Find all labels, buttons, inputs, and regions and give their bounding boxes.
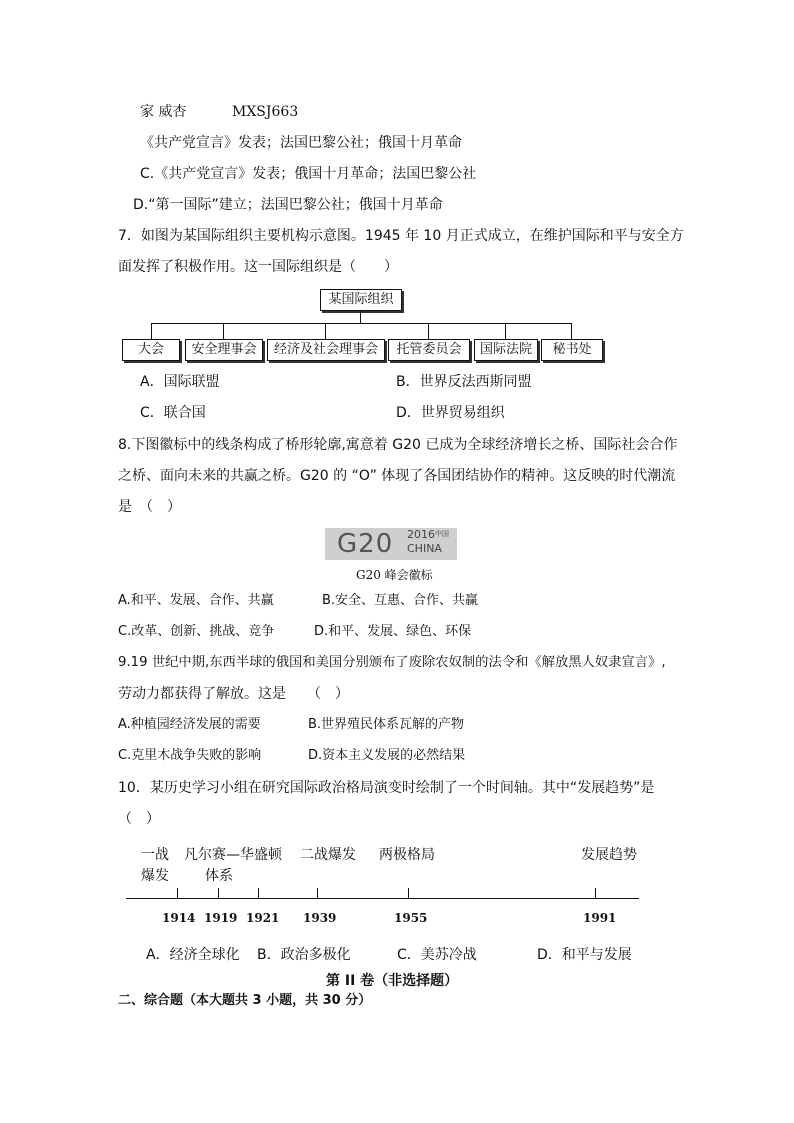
org-drop-line (223, 323, 224, 339)
q7-option-a: A．国际联盟 (140, 374, 220, 390)
timeline-label-top: 发展趋势 (581, 847, 637, 863)
q9-option-a: A.种植园经济发展的需要 (118, 717, 261, 732)
org-drop-line (151, 323, 152, 339)
g20-logo-year-suffix: 中国 (435, 530, 449, 538)
timeline-tick (258, 888, 259, 898)
org-child-box: 经济及社会理事会 (267, 339, 385, 361)
timeline-label-bottom: 爆发 (141, 868, 169, 884)
timeline-label-top: 凡尔赛—华盛顿 (184, 847, 282, 863)
org-child-box: 国际法院 (474, 339, 538, 361)
q10-option-b: B．政治多极化 (257, 947, 351, 963)
g20-logo-caption: G20 峰会徽标 (356, 568, 433, 582)
org-drop-line (325, 323, 326, 339)
q10-stem-line1: 10．某历史学习小组在研究国际政治格局演变时绘制了一个时间轴。其中“发展趋势”是 (118, 780, 655, 796)
timeline-tick (408, 888, 409, 898)
org-drop-line (571, 323, 572, 339)
g20-logo-year: 2016 (407, 528, 435, 541)
g20-logo (325, 528, 457, 560)
timeline-tick (218, 888, 219, 898)
section-title: 第 II 卷（非选择题） (326, 973, 459, 989)
q8-option-a: A.和平、发展、合作、共赢 (118, 593, 274, 608)
g20-logo-mark: G20 (337, 529, 394, 559)
timeline-year: 1955 (394, 911, 428, 925)
timeline-year: 1921 (246, 911, 280, 925)
q8-option-c: C.改革、创新、挑战、竞争 (118, 624, 275, 639)
q6-option-c: C.《共产党宣言》发表；俄国十月革命；法国巴黎公社 (140, 166, 477, 182)
q8-stem-line1: 8.下图徽标中的线条构成了桥形轮廓,寓意着 G20 已成为全球经济增长之桥、国际社会合作 (118, 437, 678, 453)
org-drop-line (505, 323, 506, 339)
timeline-label-top: 一战 (141, 847, 169, 863)
timeline-label-bottom: 体系 (205, 868, 233, 884)
timeline-tick (177, 888, 178, 898)
org-child-box: 秘书处 (541, 339, 603, 361)
org-drop-line (428, 323, 429, 339)
timeline-year: 1991 (583, 911, 617, 925)
q6-option-a: 《共产党宣言》发表；法国巴黎公社；俄国十月革命 (140, 135, 462, 151)
timeline-tick (595, 888, 596, 898)
q9-option-c: C.克里木战争失败的影响 (118, 748, 262, 763)
q8-stem-line3: 是 （ ） (118, 499, 181, 515)
q9-option-b: B.世界殖民体系瓦解的产物 (308, 717, 465, 732)
q6-option-d: D.“第一国际”建立；法国巴黎公社；俄国十月革命 (133, 197, 443, 213)
timeline-year: 1919 (204, 911, 238, 925)
q10-stem-line2: （ ） (118, 811, 160, 827)
q8-stem-line2: 之桥、面向未来的共赢之桥。G20 的 “O” 体现了各国团结协作的精神。这反映的时代潮流 (118, 468, 676, 484)
org-root-box: 某国际组织 (320, 289, 402, 311)
g20-logo-country: CHINA (407, 542, 442, 555)
q9-stem-line2: 劳动力都获得了解放。这是 （ ） (118, 686, 349, 702)
q7-option-b: B．世界反法西斯同盟 (396, 374, 532, 390)
org-child-box: 大会 (122, 339, 180, 361)
section-heading: 二、综合题（本大题共 3 小题，共 30 分） (118, 993, 372, 1008)
org-branch-line (151, 323, 572, 324)
timeline-label-top: 二战爆发 (300, 847, 356, 863)
q10-option-d: D．和平与发展 (537, 947, 632, 963)
q8-option-b: B.安全、互惠、合作、共赢 (322, 593, 479, 608)
q9-option-d: D.资本主义发展的必然结果 (308, 748, 466, 763)
org-trunk-line (360, 311, 361, 323)
q7-stem-line1: 7．如图为某国际组织主要机构示意图。1945 年 10 月正式成立，在维护国际和平与安全方 (118, 228, 684, 244)
timeline-year: 1914 (162, 911, 196, 925)
q7-option-c: C．联合国 (140, 405, 206, 421)
q8-option-d: D.和平、发展、绿色、环保 (314, 624, 472, 639)
header-code: MXSJ663 (232, 104, 299, 120)
q7-stem-line2: 面发挥了积极作用。这一国际组织是（ ） (118, 259, 398, 275)
timeline-tick (317, 888, 318, 898)
timeline-axis (126, 898, 639, 899)
org-child-box: 托管委员会 (388, 339, 470, 361)
timeline-label-top: 两极格局 (379, 847, 435, 863)
q9-stem-line1: 9.19 世纪中期,东西半球的俄国和美国分别颁布了废除农奴制的法令和《解放黑人奴隶宣言》, (118, 655, 666, 670)
q7-option-d: D．世界贸易组织 (396, 405, 505, 421)
org-child-box: 安全理事会 (185, 339, 263, 361)
q10-option-c: C．美苏冷战 (397, 947, 477, 963)
q10-option-a: A．经济全球化 (146, 947, 240, 963)
header-name-fragment: 家 威杏 (140, 104, 187, 120)
timeline-year: 1939 (303, 911, 337, 925)
